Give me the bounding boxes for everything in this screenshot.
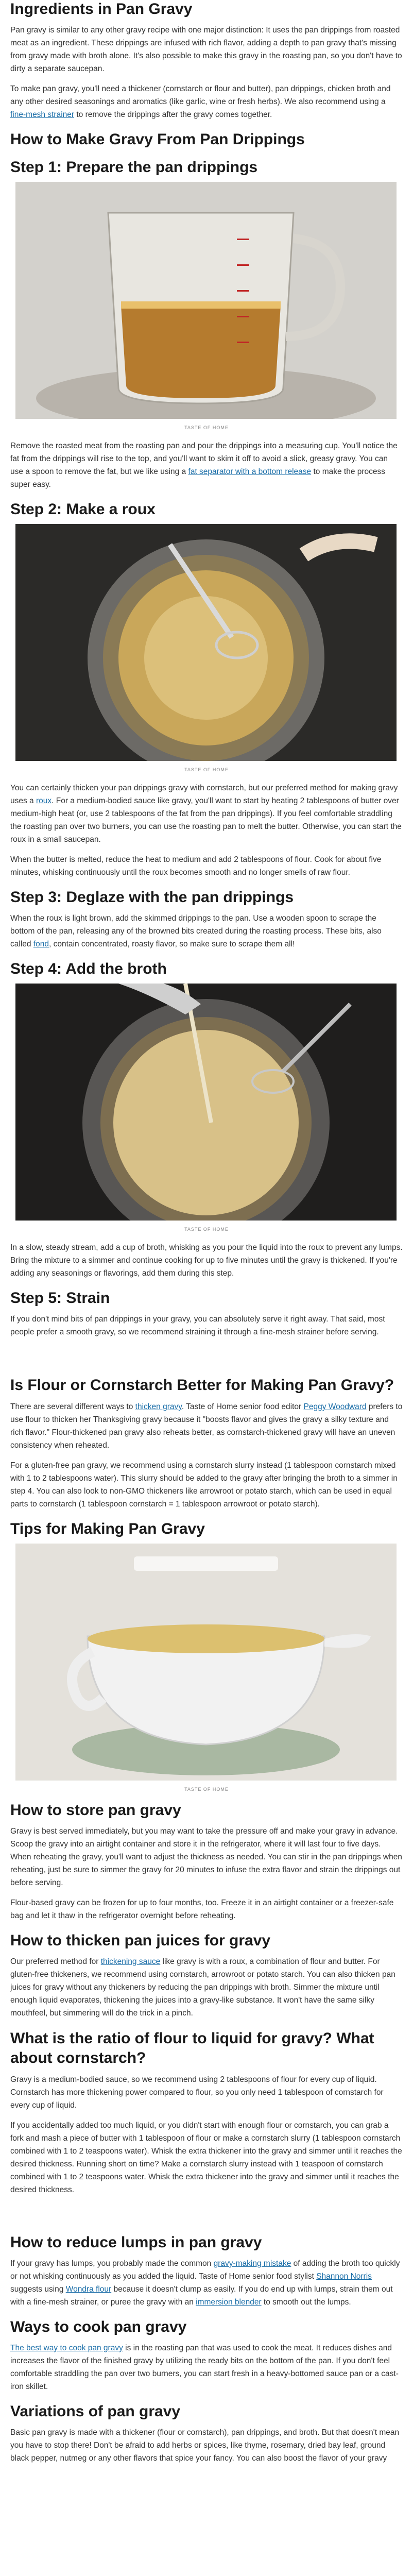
photo-credit: TASTE OF HOME <box>184 425 229 430</box>
ratio-paragraph-2: If you accidentally added too much liquid, or you didn't start with enough flour or cornstarch, you can grab a fork and mash a piece of butter with 1 tablespoon of flour or make a cornstarch slurry (1 tablespoon cornstarch combined with 1 to 2 teaspoons water). Whisk the extra thickener into the gravy and simmer until it reaches the desired thickness. Running short on time? Make a cornstarch slurry instead with 1 teaspoon of cornstarch combined with 1 to 2 teaspoons water. Whisk the extra thickener into the gravy and simmer until it reaches the desired thickness. <box>10 2121 402 2194</box>
heading-ingredients: Ingredients in Pan Gravy <box>10 1 193 18</box>
step-2-photo <box>15 524 397 761</box>
ways-paragraph: The best way to cook pan gravy is in the roasting pan that was used to cook the meat. It reduces dishes and increases the flavor of the finished gravy by utilizing the ready bits on the bottom of the pan. If you don't feel comfortable straddling the pan over two burners, you can start fresh in a heavy-bottomed sauce pan or a cast-iron skillet. <box>10 2344 399 2391</box>
fine-mesh-strainer-link[interactable]: fine-mesh strainer <box>10 110 75 119</box>
heading-store: How to store pan gravy <box>10 1802 181 1819</box>
step-2-paragraph-2: When the butter is melted, reduce the heat to medium and add 2 tablespoons of flour. Cook for about five minutes, whisking continuously until the roux becomes smooth and no longer smells of raw flour. <box>10 855 382 877</box>
photo-credit: TASTE OF HOME <box>184 767 229 772</box>
adding-broth-image <box>15 984 397 1221</box>
gravy-mistake-link[interactable]: gravy-making mistake <box>213 2259 291 2268</box>
variations-paragraph: Basic pan gravy is made with a thickener (flour or cornstarch), pan drippings, and broth. But that doesn't mean you have to stop there! Don't be afraid to add herbs or spices, like thyme, rosemary, dried bay leaf, ground black pepper, nutmeg or any other flavors that spice your fancy. You can also boost the flavor of your gravy <box>10 2428 400 2463</box>
step-4-paragraph: In a slow, steady stream, add a cup of broth, whisking as you pour the liquid into the roux to prevent any lumps. Bring the mixture to a simmer and continue cooking for up to five minutes until the gravy is thickened. If you're adding any seasonings or flavorings, add them during this step. <box>10 1243 403 1278</box>
immersion-blender-link[interactable]: immersion blender <box>196 2298 262 2307</box>
best-way-link[interactable]: The best way to cook pan gravy <box>10 2344 123 2352</box>
heading-lumps: How to reduce lumps in pan gravy <box>10 2234 262 2251</box>
heading-ways: Ways to cook pan gravy <box>10 2318 187 2335</box>
fond-link[interactable]: fond <box>33 940 49 948</box>
heading-thicken: How to thicken pan juices for gravy <box>10 1932 271 1949</box>
flour-paragraph-2: For a gluten-free pan gravy, we recommend using a cornstarch slurry instead (1 tablespoon cornstarch mixed with 1 to 2 tablespoons water). This slurry should be added to the gravy after bringing the broth to a simmer in step 4. You can also look to non-GMO thickeners like arrowroot or potato starch, which can be used in equal parts to cornstarch (1 tablespoon cornstarch = 1 tablespoon arrowroot or potato starch). <box>10 1461 398 1509</box>
fat-separator-link[interactable]: fat separator with a bottom release <box>188 467 312 476</box>
heading-variations: Variations of pan gravy <box>10 2403 181 2420</box>
heading-flour-vs-cornstarch: Is Flour or Cornstarch Better for Making Pan Gravy? <box>10 1377 394 1394</box>
store-paragraph-2: Flour-based gravy can be frozen for up to four months, too. Freeze it in an airtight container or a freezer-safe bag and let it thaw in the refrigerator overnight before reheating. <box>10 1899 394 1920</box>
lumps-paragraph: If your gravy has lumps, you probably made the common gravy-making mistake of adding the broth too quickly or not whisking continuously as you added the liquid. Taste of Home senior food stylist Shannon Norris suggests using Wondra flour because it doesn't clump as easily. If you do end up with lumps, strain them out with a fine-mesh strainer, or puree the gravy with an immersion blender to smooth out the lumps. <box>10 2259 400 2307</box>
tips-photo <box>15 1544 397 1781</box>
roux-link[interactable]: roux <box>36 796 52 805</box>
ratio-paragraph-1: Gravy is a medium-bodied sauce, so we recommend using 2 tablespoons of flour for every cup of liquid. Cornstarch has more thickening power compared to flour, so you only need 1 tablespoon of cornstarch for every cup of liquid. <box>10 2075 384 2110</box>
thicken-paragraph: Our preferred method for thickening sauce like gravy is with a roux, a combination of flour and butter. For gluten-free thickeners, we recommend using cornstarch, arrowroot or potato starch. You can also thicken pan juices for gravy without any thickeners by reducing the pan drippings with broth. Simmer the mixture until enough liquid evaporates, thickening the juices into a gravy-like substance. It won't have the same silky mouthfeel, but simmering will do the trick in a pinch. <box>10 1957 395 2018</box>
photo-credit: TASTE OF HOME <box>184 1787 229 1792</box>
measuring-cup-drippings-image <box>15 182 397 419</box>
step-1-photo <box>15 182 397 419</box>
step-3-paragraph: When the roux is light brown, add the skimmed drippings to the pan. Use a wooden spoon to scrape the bottom of the pan, releasing any of the browned bits created during the roasting process. These bits, also called fond, contain concentrated, roasty flavor, so make sure to scrape them all! <box>10 914 382 948</box>
thickening-sauce-link[interactable]: thickening sauce <box>100 1957 161 1966</box>
step-2-paragraph-1: You can certainly thicken your pan drippings gravy with cornstarch, but our preferred method for making gravy uses a roux. For a medium-bodied sauce like gravy, you'll want to start by heating 2 tablespoons of butter over medium-high heat (or, use 2 tablespoons of the fat from the pan drippings). If you feel comfortable straddling the roasting pan over two burners, you can use the roasting pan to melt the butter. Otherwise, you can start the roux in a small saucepan. <box>10 784 402 844</box>
roux-pan-image <box>15 524 397 761</box>
heading-step-5: Step 5: Strain <box>10 1290 110 1307</box>
store-paragraph-1: Gravy is best served immediately, but you may want to take the pressure off and make your gravy in advance. Scoop the gravy into an airtight container and store it in the refrigerator, where it will last four to five days. When reheating the gravy, you'll want to adjust the thickness as needed. You can stir in the pan drippings when reheating, just be sure to simmer the gravy for 20 minutes to infuse the extra flavor and strain the drippings out before serving. <box>10 1827 402 1887</box>
heading-step-2: Step 2: Make a roux <box>10 501 156 518</box>
heading-step-4: Step 4: Add the broth <box>10 960 167 977</box>
ingredients-paragraph-2: To make pan gravy, you'll need a thickener (cornstarch or flour and butter), pan drippings, chicken broth and any other desired seasonings and aromatics (like garlic, wine or fresh herbs). We also recommend using a fine-mesh strainer to remove the drippings after the gravy comes together. <box>10 84 391 119</box>
heading-tips: Tips for Making Pan Gravy <box>10 1520 205 1537</box>
step-4-photo <box>15 984 397 1221</box>
heading-step-3: Step 3: Deglaze with the pan drippings <box>10 889 294 906</box>
heading-step-1: Step 1: Prepare the pan drippings <box>10 159 258 176</box>
gravy-boat-image <box>15 1544 397 1781</box>
heading-how-to: How to Make Gravy From Pan Drippings <box>10 131 305 148</box>
step-1-paragraph: Remove the roasted meat from the roasting pan and pour the drippings into a measuring cup. You'll notice the fat from the drippings will rise to the top, and you'll want to skim it off to avoid a slick, greasy gravy. You can use a spoon to remove the fat, but we like using a fat separator with a bottom release to make the process super easy. <box>10 442 398 489</box>
wondra-flour-link[interactable]: Wondra flour <box>65 2285 112 2294</box>
section-spacer <box>10 1346 403 1366</box>
step-5-paragraph: If you don't mind bits of pan drippings in your gravy, you can absolutely serve it right away. That said, most people prefer a smooth gravy, so we recommend straining it through a fine-mesh strainer before serving. <box>10 1315 385 1336</box>
section-spacer <box>10 2204 403 2224</box>
photo-credit: TASTE OF HOME <box>184 1227 229 1232</box>
thicken-gravy-link[interactable]: thicken gravy <box>135 1402 182 1411</box>
shannon-norris-link[interactable]: Shannon Norris <box>316 2272 372 2281</box>
flour-paragraph-1: There are several different ways to thicken gravy. Taste of Home senior food editor Peggy Woodward prefers to use flour to thicken her Thanksgiving gravy because it "boosts flavor and gives the gravy a silky texture and rich flavor." Flour-thickened pan gravy also reheats better, as cornstarch-thickened gravy will have an uneven consistency when reheated. <box>10 1402 403 1450</box>
heading-ratio: What is the ratio of flour to liquid for gravy? What about cornstarch? <box>10 2030 374 2066</box>
ingredients-paragraph-1: Pan gravy is similar to any other gravy recipe with one major distinction: It uses the pan drippings from roasted meat as an ingredient. These drippings are infused with rich flavor, adding a depth to pan gravy that's missing from gravy made with broth alone. It's also possible to make this gravy in the roasting pan, so you don't have to dirty a separate saucepan. <box>10 26 402 73</box>
peggy-woodward-link[interactable]: Peggy Woodward <box>303 1402 367 1411</box>
